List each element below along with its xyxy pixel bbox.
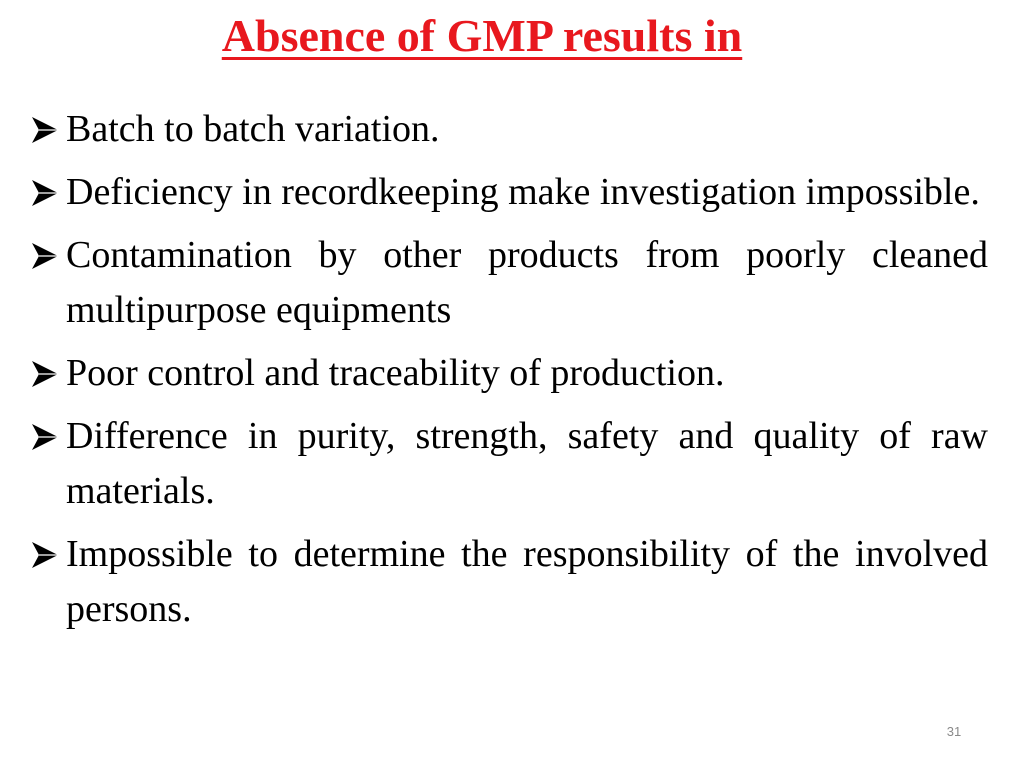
bullet-text: Deficiency in recordkeeping make investigation impossible. (66, 171, 980, 213)
bullet-item (28, 102, 988, 157)
bullet-item (28, 409, 988, 519)
arrowhead-bullet-icon (28, 228, 64, 283)
bullet-text: Difference in purity, strength, safety and quality of raw materials. (66, 415, 988, 512)
arrowhead-bullet-icon (28, 409, 64, 464)
arrowhead-bullet-icon (28, 102, 64, 157)
bullet-text: Contamination by other products from poorly cleaned multipurpose equipments (66, 234, 988, 331)
arrowhead-bullet-icon (28, 346, 64, 401)
page-number: 31 (946, 724, 962, 739)
bullet-text: Impossible to determine the responsibility of the involved persons. (66, 533, 988, 630)
arrowhead-bullet-icon (28, 527, 64, 582)
bullet-item (28, 527, 988, 637)
slide-title: Absence of GMP results in (221, 10, 743, 61)
bullet-item (28, 165, 988, 220)
bullet-list (28, 102, 988, 645)
bullet-text: Batch to batch variation. (66, 108, 440, 150)
bullet-item (28, 228, 988, 338)
bullet-text: Poor control and traceability of production. (66, 352, 725, 394)
arrowhead-bullet-icon (28, 165, 64, 220)
bullet-item (28, 346, 988, 401)
